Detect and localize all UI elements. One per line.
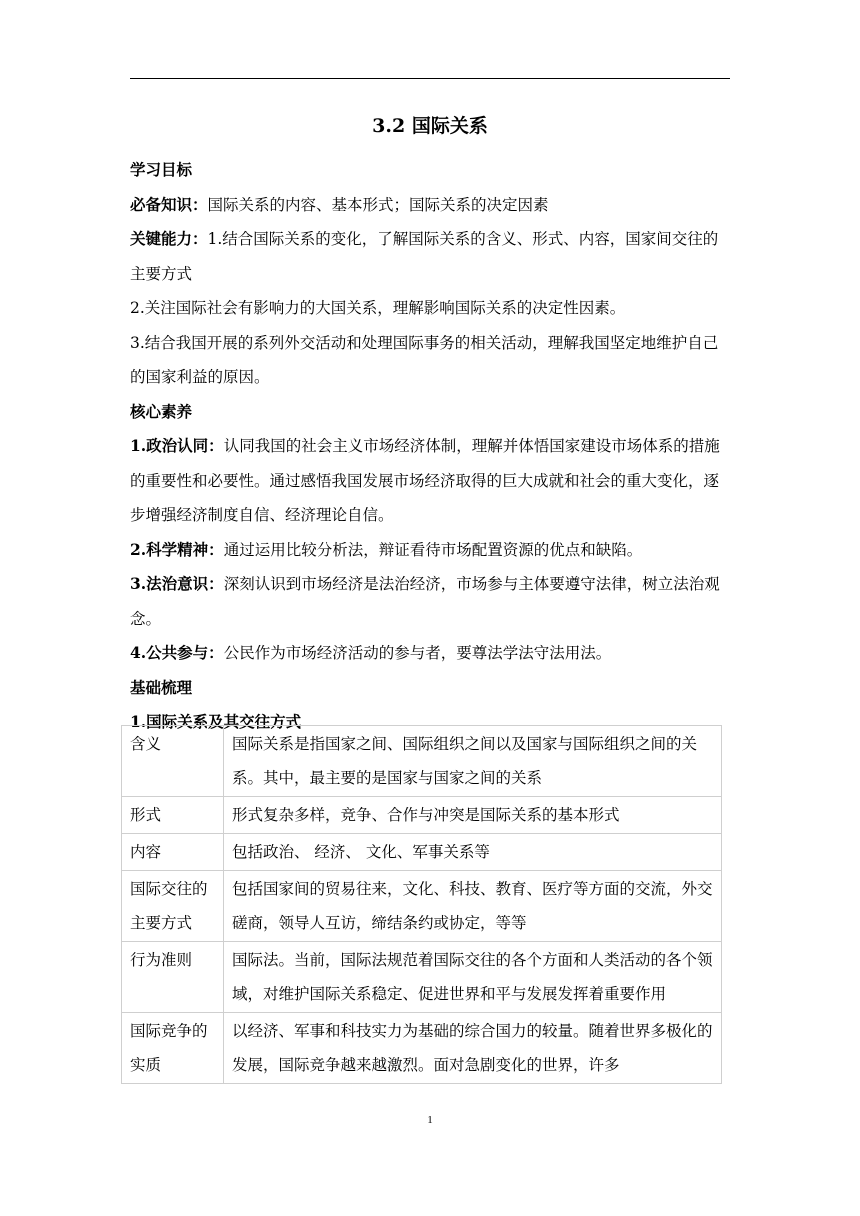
table-desc-cell: 国际法。当前，国际法规范着国际交往的各个方面和人类活动的各个领域，对维护国际关系稳定、促进世界和平与发展发挥着重要作用 — [224, 942, 722, 1013]
knowledge-paragraph — [130, 188, 730, 223]
document-body — [130, 153, 730, 740]
table-row — [122, 871, 722, 942]
literacy-item — [130, 636, 730, 671]
literacy-item-label: 2.科学精神： — [130, 539, 224, 559]
literacy-heading: 核心素养 — [130, 401, 193, 421]
table-term-cell: 行为准则 — [122, 942, 224, 1013]
literacy-item-label: 4.公共参与： — [130, 643, 224, 662]
ability-paragraph — [130, 222, 730, 291]
literacy-item — [130, 429, 730, 533]
knowledge-label: 必备知识： — [130, 194, 208, 214]
table-row — [122, 797, 722, 834]
basics-heading: 基础梳理 — [130, 677, 193, 697]
ability-item-3: 3.结合我国开展的系列外交活动和处理国际事务的相关活动，理解我国坚定地维护自己的国家利益的原因。 — [130, 333, 719, 386]
literacy-item-text: 通过运用比较分析法，辩证看待市场配置资源的优点和缺陷。 — [223, 540, 643, 559]
table-term-cell: 含义 — [122, 726, 224, 797]
table-term-cell: 形式 — [122, 797, 224, 834]
table-term-cell: 国际交往的主要方式 — [122, 871, 224, 942]
table-row — [122, 726, 722, 797]
ability-label: 关键能力： — [130, 229, 208, 248]
literacy-item-text: 深刻认识到市场经济是法治经济，市场参与主体要遵守法律，树立法治观念。 — [130, 575, 720, 628]
table-desc-cell: 包括国家间的贸易往来，文化、科技、教育、医疗等方面的交流，外交磋商，领导人互访，缔结条约或协定，等等 — [224, 871, 722, 942]
table-desc-cell: 包括政治、 经济、 文化、军事关系等 — [224, 834, 722, 871]
basics-subheading: 1.国际关系及其交往方式 — [130, 712, 302, 731]
header-rule — [130, 78, 730, 79]
table-row — [122, 942, 722, 1013]
literacy-item-text: 公民作为市场经济活动的参与者，要尊法学法守法用法。 — [223, 644, 612, 662]
knowledge-text: 国际关系的内容、基本形式；国际关系的决定因素 — [207, 195, 549, 214]
international-relations-table — [121, 725, 722, 1084]
table-term-cell: 国际竞争的实质 — [122, 1013, 224, 1084]
literacy-item-label: 3.法治意识： — [130, 574, 224, 593]
ability-item-1: 1.结合国际关系的变化，了解国际关系的含义、形式、内容，国家间交往的主要方式 — [130, 230, 719, 283]
table-term-cell: 内容 — [122, 834, 224, 871]
literacy-item — [130, 567, 730, 636]
page-title: 3.2 国际关系 — [372, 115, 488, 137]
table-row — [122, 1013, 722, 1084]
literacy-item-label: 1.政治认同： — [130, 436, 224, 455]
table-desc-cell: 形式复杂多样，竞争、合作与冲突是国际关系的基本形式 — [224, 797, 722, 834]
table-desc-cell: 以经济、军事和科技实力为基础的综合国力的较量。随着世界多极化的发展，国际竞争越来越激烈。面对急剧变化的世界，许多 — [224, 1013, 722, 1084]
literacy-item — [130, 533, 730, 568]
table-row — [122, 834, 722, 871]
page-number: 1 — [427, 1114, 433, 1126]
objectives-heading: 学习目标 — [130, 160, 193, 179]
literacy-item-text: 认同我国的社会主义市场经济体制，理解并体悟国家建设市场体系的措施的重要性和必要性。通过感悟我国发展市场经济取得的巨大成就和社会的重大变化，逐步增强经济制度自信、经济理论自信。 — [130, 437, 720, 524]
table-desc-cell: 国际关系是指国家之间、国际组织之间以及国家与国际组织之间的关系。其中，最主要的是国家与国家之间的关系 — [224, 726, 722, 797]
ability-item-2: 2.关注国际社会有影响力的大国关系，理解影响国际关系的决定性因素。 — [130, 299, 626, 317]
